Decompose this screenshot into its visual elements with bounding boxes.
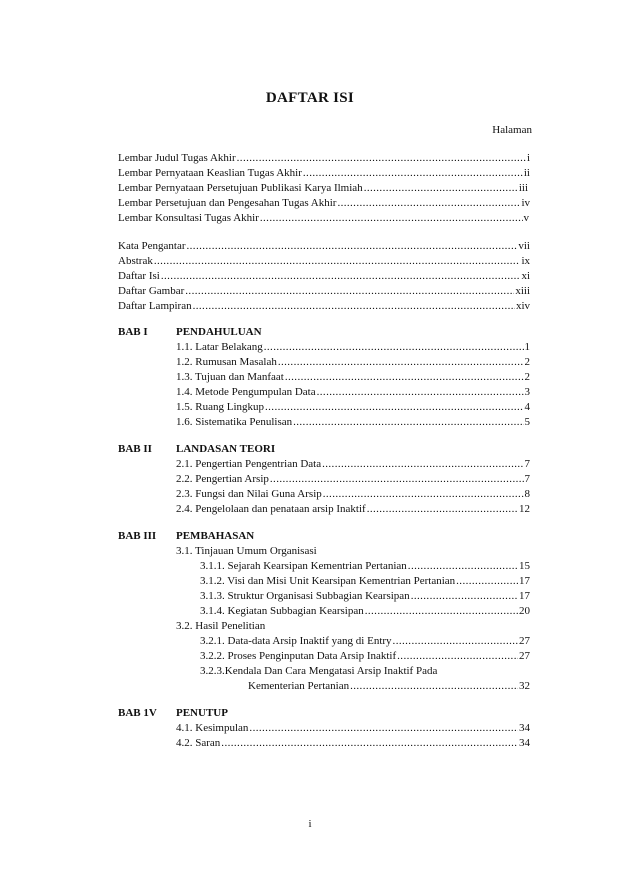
chapter-title: PENUTUP (176, 707, 228, 719)
toc-entry-page: 34 (519, 722, 530, 734)
leader-dots (270, 472, 524, 486)
leader-dots (249, 721, 518, 735)
toc-entry-page: vii (518, 240, 530, 252)
leader-dots (337, 196, 520, 210)
toc-entry (118, 239, 530, 253)
toc-entry (200, 649, 530, 663)
toc-entry-label: 3.2.1. Data-data Arsip Inaktif yang di Entry (200, 635, 392, 647)
leader-dots (278, 355, 524, 369)
toc-entry-label: 2.2. Pengertian Arsip (176, 473, 269, 485)
toc-entry-page: 2 (524, 356, 530, 368)
toc-entry-label: 3.1.2. Visi dan Misi Unit Kearsipan Kementrian Pertanian (200, 575, 456, 587)
chapter-title: LANDASAN TEORI (176, 443, 276, 455)
leader-dots (323, 487, 524, 501)
toc-entry-label: 3.1.1. Sejarah Kearsipan Kementrian Pertanian (200, 560, 407, 572)
leader-dots (264, 340, 524, 354)
toc-entry-label: 1.3. Tujuan dan Manfaat (176, 371, 284, 383)
toc-entry-page: iv (521, 197, 530, 209)
toc-entry (200, 574, 530, 588)
toc-entry (118, 299, 530, 313)
toc-entry-page: 7 (524, 473, 530, 485)
leader-dots (154, 254, 521, 268)
leader-dots (293, 415, 523, 429)
toc-entry-page: 34 (519, 737, 530, 749)
toc-entry (176, 355, 530, 369)
chapter-title: PEMBAHASAN (176, 530, 255, 542)
chapter-number: BAB I (118, 326, 148, 338)
toc-entry-label: Kata Pengantar (118, 240, 186, 252)
toc-entry-page: xiv (515, 300, 530, 312)
toc-entry (176, 385, 530, 399)
toc-entry-label: Lembar Konsultasi Tugas Akhir (118, 212, 259, 224)
toc-entry (176, 400, 530, 414)
toc-entry-label: Daftar Isi (118, 270, 160, 282)
toc-entry-label: 4.1. Kesimpulan (176, 722, 249, 734)
toc-entry-page: 1 (524, 341, 530, 353)
toc-entry (200, 634, 530, 648)
toc-entry-label: 1.4. Metode Pengumpulan Data (176, 386, 316, 398)
toc-entry-page: 12 (519, 503, 530, 515)
leader-dots (193, 299, 515, 313)
chapter-number: BAB II (118, 443, 152, 455)
toc-entry-label: 4.2. Saran (176, 737, 221, 749)
toc-entry-label: Lembar Pernyataan Persetujuan Publikasi Karya Ilmiah (118, 182, 363, 194)
page-title: DAFTAR ISI (265, 90, 355, 106)
toc-entry-page: 8 (524, 488, 530, 500)
leader-dots (411, 589, 518, 603)
leader-dots (161, 269, 521, 283)
toc-entry-page: ix (521, 255, 530, 267)
chapter-title: PENDAHULUAN (176, 326, 262, 338)
toc-entry (200, 589, 530, 603)
toc-entry (200, 559, 530, 573)
section-heading: 3.2. Hasil Penelitian (176, 620, 266, 632)
toc-entry-page: 7 (524, 458, 530, 470)
leader-dots (322, 457, 523, 471)
leader-dots (260, 211, 523, 225)
toc-entry (118, 284, 530, 298)
toc-entry (118, 254, 530, 268)
toc-entry (118, 196, 530, 210)
toc-entry (118, 269, 530, 283)
toc-entry-label: Abstrak (118, 255, 153, 267)
leader-dots (317, 385, 524, 399)
toc-entry-label: 1.6. Sistematika Penulisan (176, 416, 293, 428)
leader-dots (364, 181, 518, 195)
toc-entry-label: Lembar Persetujuan dan Pengesahan Tugas Akhir (118, 197, 337, 209)
toc-entry-page: iii (518, 182, 528, 194)
toc-entry-page: 4 (524, 401, 530, 413)
toc-entry-page: xi (521, 270, 530, 282)
toc-entry (200, 604, 530, 618)
toc-entry-page: 32 (519, 680, 530, 692)
toc-entry-label: Lembar Pernyataan Keaslian Tugas Akhir (118, 167, 302, 179)
page-number: i (308, 818, 312, 830)
leader-dots (285, 370, 524, 384)
toc-entry-page: i (526, 152, 530, 164)
toc-entry-page: 20 (519, 605, 530, 617)
toc-entry-label: Lembar Judul Tugas Akhir (118, 152, 236, 164)
chapter-number: BAB 1V (118, 707, 157, 719)
leader-dots (397, 649, 518, 663)
toc-entry (248, 679, 530, 693)
toc-entry-page: 2 (524, 371, 530, 383)
toc-entry (118, 181, 528, 195)
leader-dots (221, 736, 518, 750)
toc-entry-label: 2.1. Pengertian Pengentrian Data (176, 458, 322, 470)
leader-dots (367, 502, 518, 516)
toc-entry-label: Daftar Gambar (118, 285, 185, 297)
toc-entry-label-line1: 3.2.3.Kendala Dan Cara Mengatasi Arsip Inaktif Pada (200, 665, 438, 677)
halaman-label: Halaman (492, 124, 532, 136)
toc-entry (176, 457, 530, 471)
leader-dots (185, 284, 514, 298)
leader-dots (456, 574, 518, 588)
toc-entry-label: Kementerian Pertanian (248, 680, 350, 692)
toc-entry (176, 472, 530, 486)
toc-entry (176, 487, 530, 501)
toc-entry-page: 5 (524, 416, 530, 428)
toc-entry-page: 17 (519, 575, 530, 587)
toc-entry-label: 2.4. Pengelolaan dan penataan arsip Inaktif (176, 503, 366, 515)
toc-entry (118, 211, 529, 225)
leader-dots (408, 559, 518, 573)
toc-entry-label: 1.1. Latar Belakang (176, 341, 263, 353)
toc-entry-label: 3.2.2. Proses Penginputan Data Arsip Inaktif (200, 650, 397, 662)
toc-entry (176, 736, 530, 750)
toc-entry (118, 166, 530, 180)
toc-entry-page: ii (523, 167, 530, 179)
toc-entry-page: 27 (519, 635, 530, 647)
leader-dots (350, 679, 518, 693)
toc-entry (176, 721, 530, 735)
leader-dots (303, 166, 523, 180)
toc-entry (176, 370, 530, 384)
leader-dots (187, 239, 518, 253)
toc-entry (176, 415, 530, 429)
leader-dots (365, 604, 518, 618)
toc-entry (118, 151, 530, 165)
chapter-number: BAB III (118, 530, 157, 542)
toc-entry-page: xiii (515, 285, 530, 297)
toc-entry-page: 27 (519, 650, 530, 662)
leader-dots (265, 400, 524, 414)
toc-entry-label: 1.5. Ruang Lingkup (176, 401, 264, 413)
toc-entry-page: 15 (519, 560, 530, 572)
toc-entry-label: 2.3. Fungsi dan Nilai Guna Arsip (176, 488, 322, 500)
toc-entry-page: v (523, 212, 529, 224)
toc-entry-label: 3.1.4. Kegiatan Subbagian Kearsipan (200, 605, 364, 617)
toc-entry-page: 3 (524, 386, 530, 398)
leader-dots (393, 634, 518, 648)
toc-entry-label: 3.1.3. Struktur Organisasi Subbagian Kearsipan (200, 590, 410, 602)
section-heading: 3.1. Tinjauan Umum Organisasi (176, 545, 317, 557)
toc-entry (176, 340, 530, 354)
toc-entry (176, 502, 530, 516)
toc-entry-label: Daftar Lampiran (118, 300, 192, 312)
toc-entry-label: 1.2. Rumusan Masalah (176, 356, 277, 368)
leader-dots (237, 151, 526, 165)
toc-entry-page: 17 (519, 590, 530, 602)
